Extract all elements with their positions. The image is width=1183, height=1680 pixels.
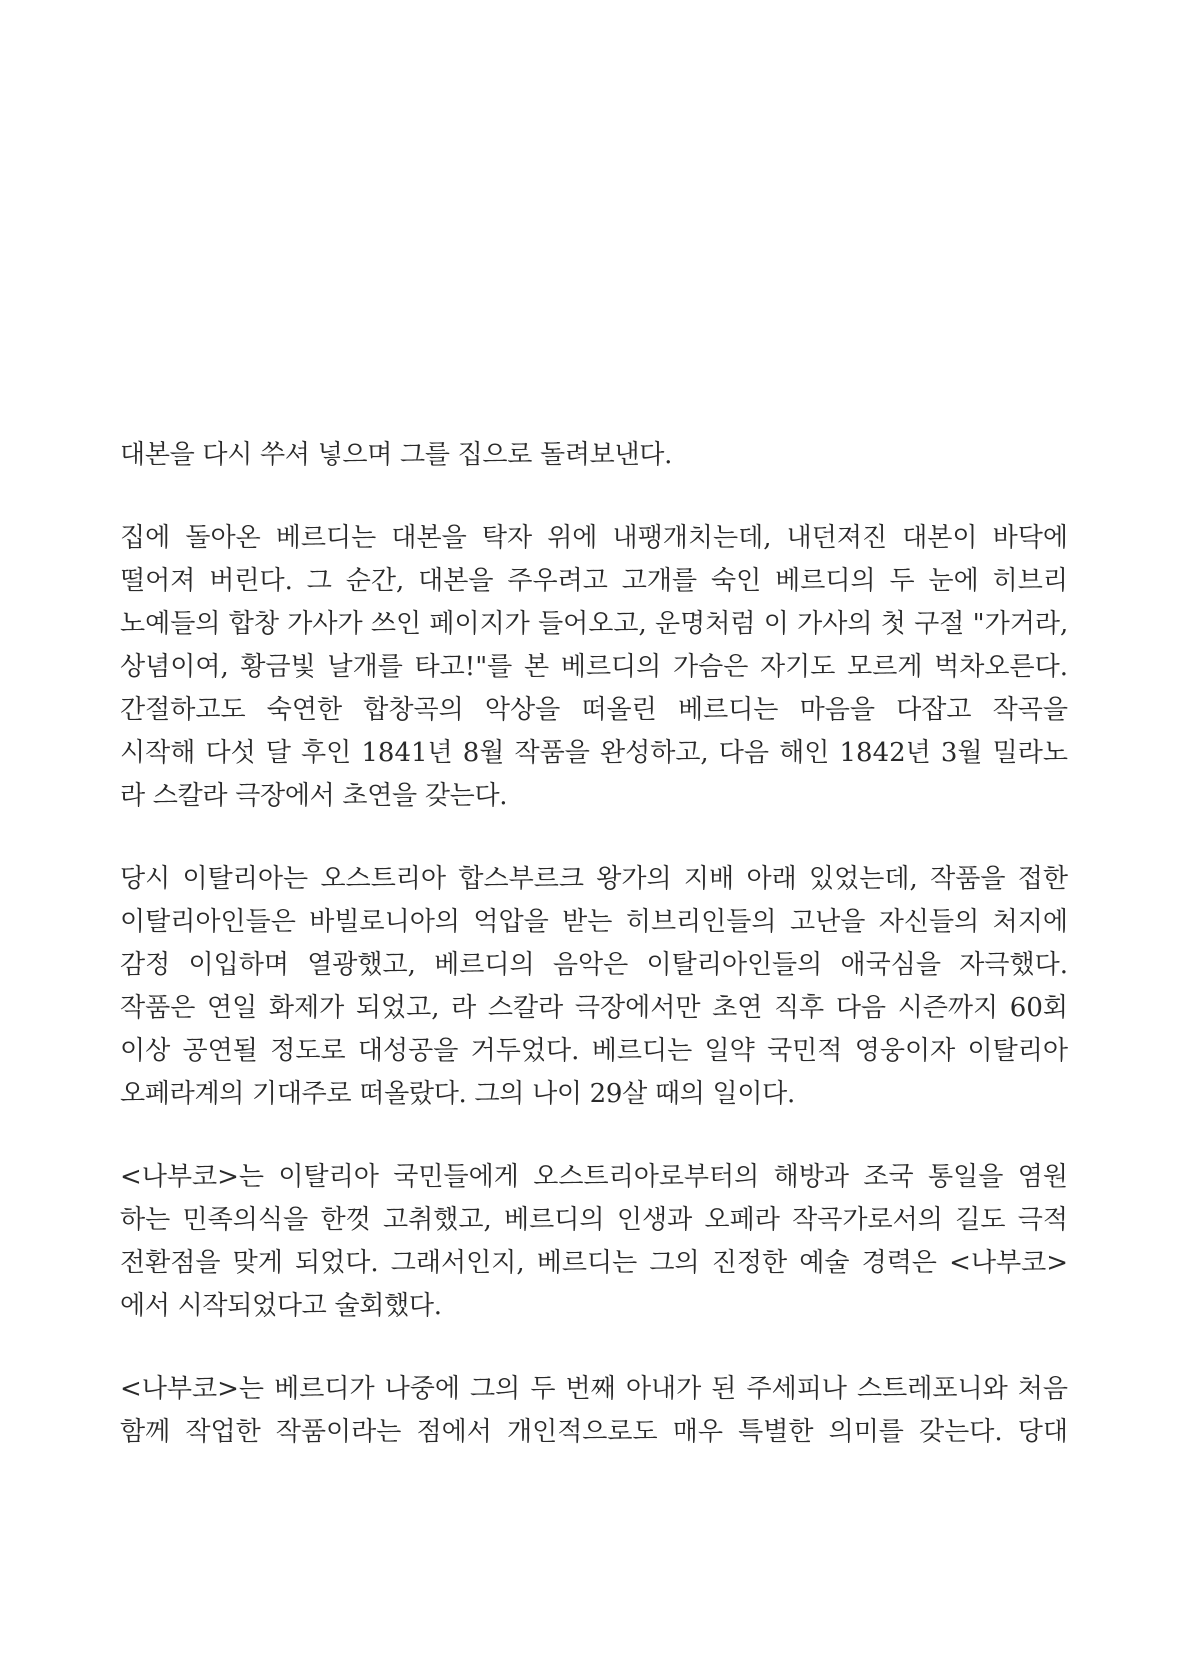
text-line: 라 스칼라 극장에서 초연을 갖는다. bbox=[120, 781, 508, 811]
body-text bbox=[120, 434, 1068, 1494]
text-line: 대본을 다시 쑤셔 넣으며 그를 집으로 돌려보낸다. bbox=[120, 440, 673, 470]
text-line: 노예들의 합창 가사가 쓰인 페이지가 들어오고, 운명처럼 이 가사의 첫 구절 "가거라, bbox=[120, 609, 1069, 639]
text-line: 감정 이입하며 열광했고, 베르디의 음악은 이탈리아인들의 애국심을 자극했다. bbox=[120, 950, 1068, 980]
paragraph-4 bbox=[120, 1156, 1068, 1328]
text-line: 시작해 다섯 달 후인 1841년 8월 작품을 완성하고, 다음 해인 1842년 3월 밀라노 bbox=[120, 738, 1068, 768]
text-line: 떨어져 버린다. 그 순간, 대본을 주우려고 고개를 숙인 베르디의 두 눈에 히브리 bbox=[120, 566, 1068, 596]
text-line: 작품은 연일 화제가 되었고, 라 스칼라 극장에서만 초연 직후 다음 시즌까지 60회 bbox=[120, 993, 1068, 1023]
text-line: 이상 공연될 정도로 대성공을 거두었다. 베르디는 일약 국민적 영웅이자 이탈리아 bbox=[120, 1036, 1068, 1066]
paragraph-1 bbox=[120, 434, 1068, 477]
text-line: 간절하고도 숙연한 합창곡의 악상을 떠올린 베르디는 마음을 다잡고 작곡을 bbox=[120, 695, 1068, 725]
text-line: 하는 민족의식을 한껏 고취했고, 베르디의 인생과 오페라 작곡가로서의 길도 극적 bbox=[120, 1205, 1068, 1235]
text-line: <나부코>는 베르디가 나중에 그의 두 번째 아내가 된 주세피나 스트레포니와 처음 bbox=[120, 1374, 1068, 1404]
text-line: 상념이여, 황금빛 날개를 타고!"를 본 베르디의 가슴은 자기도 모르게 벅차오른다. bbox=[120, 652, 1069, 682]
text-line: 함께 작업한 작품이라는 점에서 개인적으로도 매우 특별한 의미를 갖는다. 당대 bbox=[120, 1417, 1068, 1447]
text-line: 당시 이탈리아는 오스트리아 합스부르크 왕가의 지배 아래 있었는데, 작품을 접한 bbox=[120, 864, 1068, 894]
text-line: 이탈리아인들은 바빌로니아의 억압을 받는 히브리인들의 고난을 자신들의 처지에 bbox=[120, 907, 1068, 937]
text-line: <나부코>는 이탈리아 국민들에게 오스트리아로부터의 해방과 조국 통일을 염원 bbox=[120, 1162, 1068, 1192]
paragraph-2 bbox=[120, 517, 1068, 818]
text-line: 에서 시작되었다고 술회했다. bbox=[120, 1291, 442, 1321]
text-line: 전환점을 맞게 되었다. 그래서인지, 베르디는 그의 진정한 예술 경력은 <나부코> bbox=[120, 1248, 1068, 1278]
text-line: 집에 돌아온 베르디는 대본을 탁자 위에 내팽개치는데, 내던져진 대본이 바닥에 bbox=[120, 523, 1068, 553]
paragraph-5 bbox=[120, 1368, 1068, 1454]
paragraph-3 bbox=[120, 858, 1068, 1116]
text-line: 오페라계의 기대주로 떠올랐다. 그의 나이 29살 때의 일이다. bbox=[120, 1079, 795, 1109]
